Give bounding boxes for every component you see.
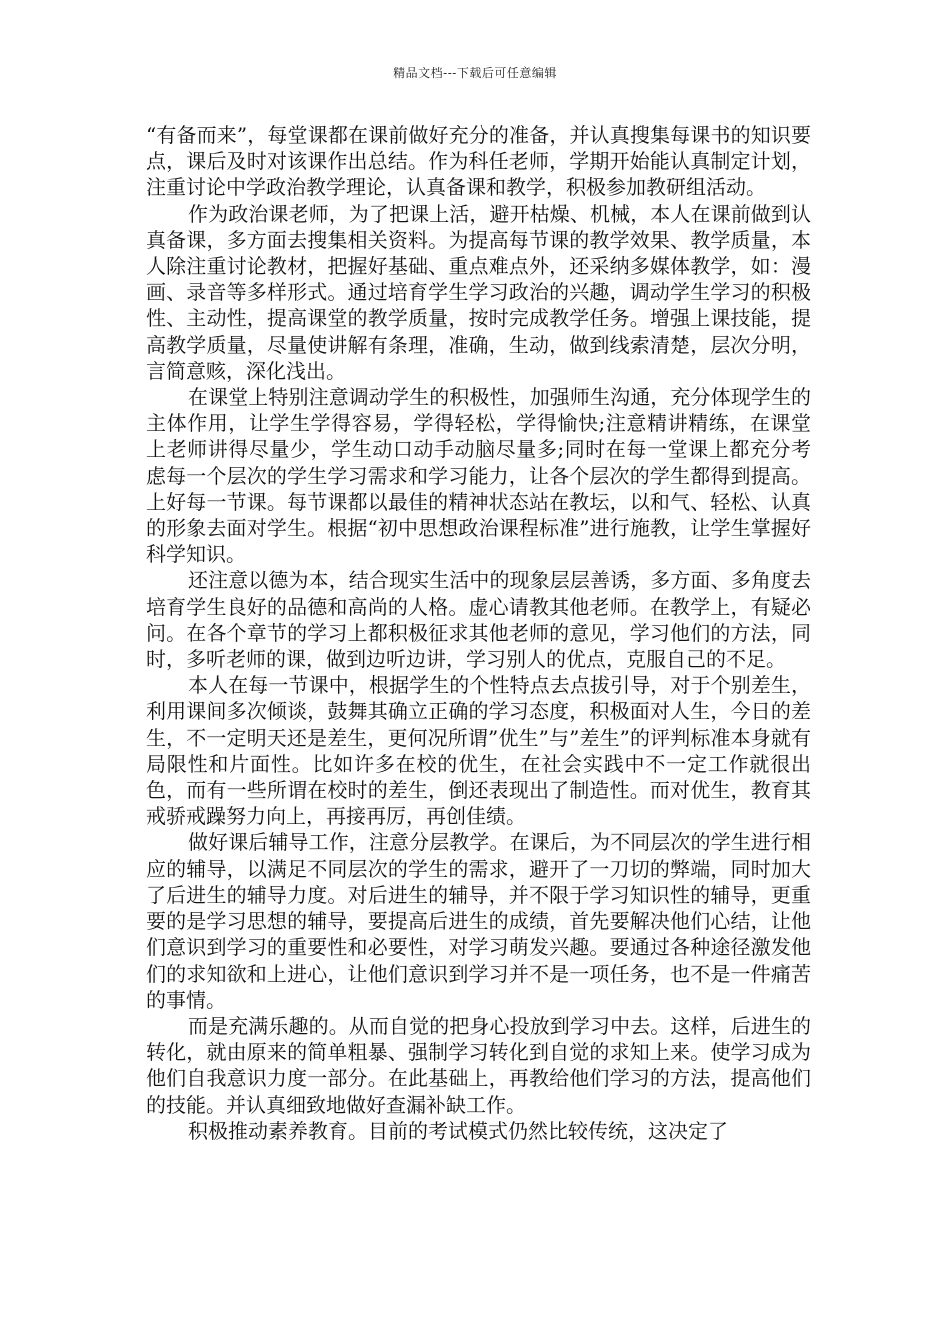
paragraph-1: “有备而来”，每堂课都在课前做好充分的准备，并认真搜集每课书的知识要点，课后及时对该课作出总结。作为科任老师，学期开始能认真制定计划，注重讨论中学政治教学理论，认真备课和教学，积极参加教研组活动。 <box>146 123 811 200</box>
paragraph-2: 作为政治课老师，为了把课上活，避开枯燥、机械，本人在课前做到认真备课，多方面去搜集相关资料。为提高每节课的教学效果、教学质量，本人除注重讨论教材，把握好基础、重点难点外，还采纳多媒体教学，如：漫画、录音等多样形式。通过培育学生学习政治的兴趣，调动学生学习的积极性、主动性，提高课堂的教学质量，按时完成教学任务。增强上课技能，提高教学质量，尽量使讲解有条理，准确，生动，做到线索清楚，层次分明，言简意赅，深化浅出。 <box>146 201 811 383</box>
paragraph-4: 还注意以德为本，结合现实生活中的现象层层善诱，多方面、多角度去培育学生良好的品德和高尚的人格。虚心请教其他老师。在教学上，有疑必问。在各个章节的学习上都积极征求其他老师的意见，学习他们的方法，同时，多听老师的课，做到边听边讲，学习别人的优点，克服自己的不足。 <box>146 568 811 672</box>
paragraph-8: 积极推动素养教育。目前的考试模式仍然比较传统，这决定了 <box>188 1118 728 1143</box>
paragraph-7: 而是充满乐趣的。从而自觉的把身心投放到学习中去。这样，后进生的转化，就由原来的简单粗暴、强制学习转化到自觉的求知上来。使学习成为他们自我意识力度一部分。在此基础上，再教给他们学习的方法，提高他们的技能。并认真细致地做好查漏补缺工作。 <box>146 1013 811 1117</box>
page-header: 精品文档---下载后可任意编辑 <box>393 66 557 80</box>
document-body <box>146 122 811 1144</box>
paragraph-3: 在课堂上特别注意调动学生的积极性，加强师生沟通，充分体现学生的主体作用，让学生学得容易，学得轻松，学得愉快;注意精讲精练，在课堂上老师讲得尽量少，学生动口动手动脑尽量多;同时在每一堂课上都充分考虑每一个层次的学生学习需求和学习能力，让各个层次的学生都得到提高。上好每一节课。每节课都以最佳的精神状态站在教坛，以和气、轻松、认真的形象去面对学生。根据“初中思想政治课程标准”进行施教，让学生掌握好科学知识。 <box>146 385 811 567</box>
paragraph-6: 做好课后辅导工作，注意分层教学。在课后，为不同层次的学生进行相应的辅导，以满足不同层次的学生的需求，避开了一刀切的弊端，同时加大了后进生的辅导力度。对后进生的辅导，并不限于学习知识性的辅导，更重要的是学习思想的辅导，要提高后进生的成绩，首先要解决他们心结，让他们意识到学习的重要性和必要性，对学习萌发兴趣。要通过各种途径激发他们的求知欲和上进心，让他们意识到学习并不是一项任务，也不是一件痛苦的事情。 <box>146 830 811 1012</box>
paragraph-5: 本人在每一节课中，根据学生的个性特点去点拔引导，对于个别差生，利用课间多次倾谈，鼓舞其确立正确的学习态度，积极面对人生，今日的差生，不一定明天还是差生，更何况所谓”优生”与”差生”的评判标准本身就有局限性和片面性。比如许多在校的优生，在社会实践中不一定工作就很出色，而有一些所谓在校时的差生，倒还表现出了制造性。而对优生，教育其戒骄戒躁努力向上，再接再厉，再创佳绩。 <box>146 673 811 829</box>
